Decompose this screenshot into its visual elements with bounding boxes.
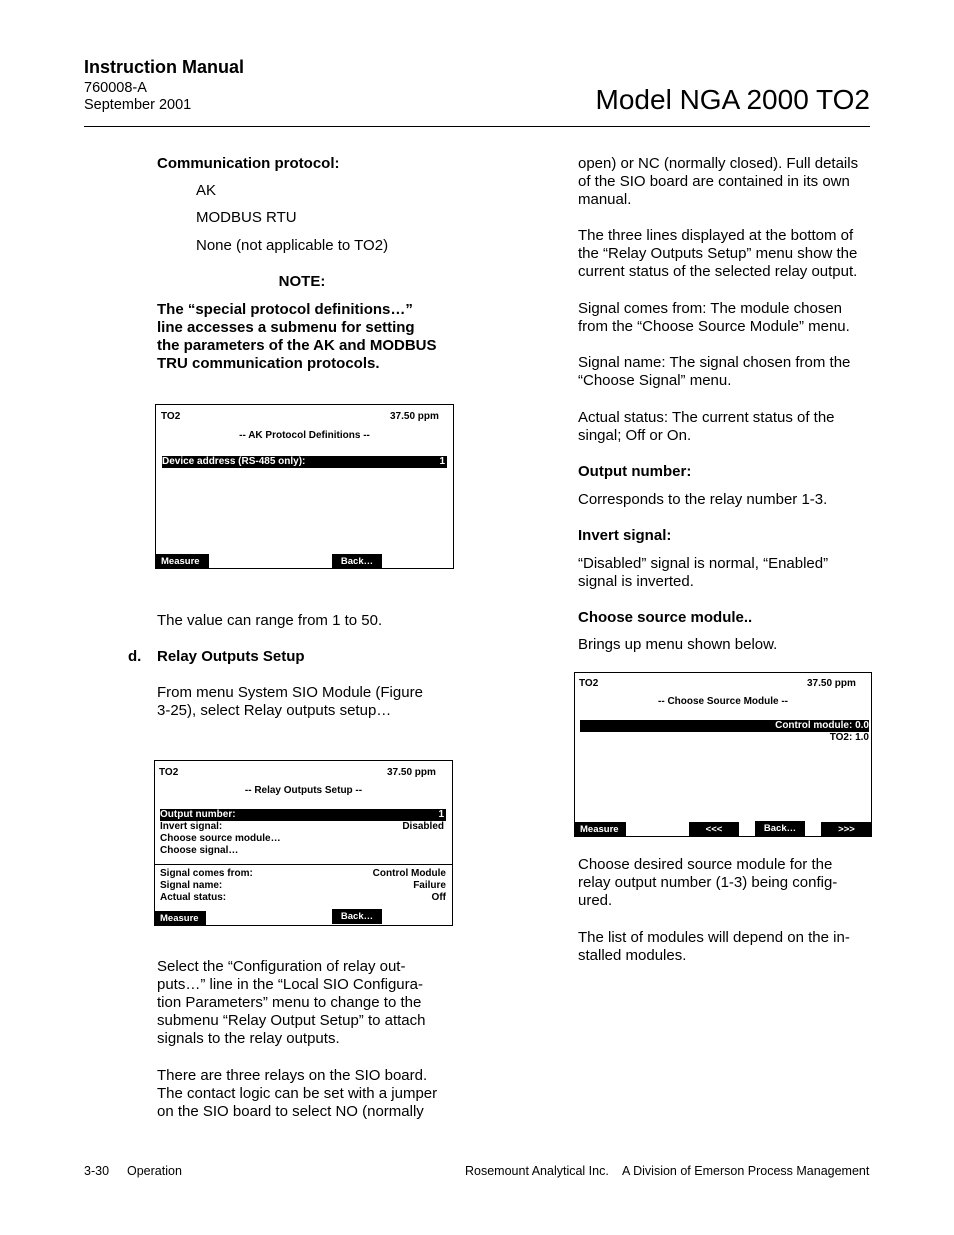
ak-protocol-screen: [155, 404, 454, 569]
control-module-row[interactable]: Control module: 0.0: [580, 720, 869, 732]
screen-tag: TO2: [161, 411, 181, 422]
choose-module-text: Choose desired source module for the relay output number (1-3) being config- ured.: [578, 856, 838, 909]
signal-from-status: Signal comes from: Control Module: [160, 868, 446, 879]
model-title: Model NGA 2000 TO2: [595, 84, 870, 115]
status-divider: [155, 864, 452, 865]
screen-tag: TO2: [159, 767, 179, 778]
invert-signal-text: “Disabled” signal is normal, “Enabled” signal is inverted.: [578, 555, 829, 590]
choose-source-text: Brings up menu shown below.: [578, 636, 778, 653]
note-text: The “special protocol definitions…” line accesses a submenu for setting the parameters of the AK and MODBUS TRU communication protocols.: [157, 301, 437, 372]
protocol-modbus: MODBUS RTU: [196, 209, 297, 226]
to2-module-row[interactable]: TO2: 1.0: [829, 732, 869, 743]
signal-comes-from-text: Signal comes from: The module chosen from the “Choose Source Module” menu.: [578, 300, 850, 335]
signal-name-text: Signal name: The signal chosen from the “Choose Signal” menu.: [578, 354, 851, 389]
screen-title: -- Relay Outputs Setup --: [244, 785, 363, 796]
footer-section: Operation: [127, 1164, 182, 1178]
device-address-value: 1: [439, 456, 445, 467]
back-button[interactable]: Back…: [755, 821, 805, 836]
sio-details-text: open) or NC (normally closed). Full details of the SIO board are contained in its own manual.: [578, 155, 859, 208]
section-title: Relay Outputs Setup: [157, 648, 305, 665]
comm-protocol-heading: Communication protocol:: [157, 155, 340, 172]
measure-button[interactable]: Measure: [575, 822, 626, 837]
signal-name-status: Signal name: Failure: [160, 880, 446, 891]
invert-signal-heading: Invert signal:: [578, 527, 672, 544]
footer-company: Rosemount Analytical Inc.: [465, 1164, 609, 1178]
select-config-text: Select the “Configuration of relay out- puts…” line in the “Local SIO Configura- tion Parameters” menu to change to the submenu “Relay Output Setup” to attach signals to the relay outputs.: [157, 958, 426, 1047]
prev-button[interactable]: <<<: [689, 822, 739, 837]
actual-status-text: Actual status: The current status of the singal; Off or On.: [578, 409, 835, 444]
choose-source-screen: [574, 672, 872, 837]
device-address-label: Device address (RS-485 only):: [162, 456, 306, 467]
range-text: The value can range from 1 to 50.: [157, 612, 383, 629]
choose-signal-row[interactable]: Choose signal…: [160, 845, 239, 856]
screen-title: -- Choose Source Module --: [658, 696, 788, 707]
intro-text: From menu System SIO Module (Figure 3-25), select Relay outputs setup…: [157, 684, 423, 719]
screen-reading: 37.50 ppm: [390, 411, 439, 422]
invert-signal-row[interactable]: Invert signal: Disabled: [160, 821, 444, 832]
output-number-text: Corresponds to the relay number 1-3.: [578, 491, 828, 508]
measure-button[interactable]: Measure: [156, 554, 209, 569]
output-number-heading: Output number:: [578, 463, 692, 480]
screen-title: -- AK Protocol Definitions --: [239, 430, 370, 441]
section-letter: d.: [128, 648, 142, 665]
choose-source-heading: Choose source module..: [578, 609, 753, 626]
screen-reading: 37.50 ppm: [387, 767, 436, 778]
measure-button[interactable]: Measure: [155, 911, 206, 926]
actual-status: Actual status: Off: [160, 892, 446, 903]
module-list-text: The list of modules will depend on the in- stalled modules.: [578, 929, 850, 964]
manual-title: Instruction Manual: [84, 57, 245, 77]
device-address-row[interactable]: [162, 456, 447, 468]
screen-tag: TO2: [579, 678, 599, 689]
relay-info-text: There are three relays on the SIO board. The contact logic can be set with a jumper on the SIO board to select NO (normally: [157, 1067, 438, 1120]
choose-source-row[interactable]: Choose source module…: [160, 833, 281, 844]
screen-reading: 37.50 ppm: [807, 678, 856, 689]
output-number-row[interactable]: Output number: 1: [160, 809, 444, 820]
back-button[interactable]: Back…: [332, 909, 382, 924]
page-number: 3-30: [84, 1164, 110, 1178]
note-title: NOTE:: [278, 273, 326, 290]
doc-date: September 2001: [84, 97, 192, 113]
doc-number: 760008-A: [84, 80, 147, 96]
relay-outputs-screen: [154, 760, 453, 926]
back-button[interactable]: Back…: [332, 554, 382, 569]
protocol-ak: AK: [196, 182, 217, 199]
next-button[interactable]: >>>: [821, 822, 872, 837]
header-rule: [84, 126, 870, 127]
footer-division: A Division of Emerson Process Management: [622, 1164, 870, 1178]
protocol-none: None (not applicable to TO2): [196, 237, 389, 254]
three-lines-text: The three lines displayed at the bottom of the “Relay Outputs Setup” menu show the current status of the selected relay output.: [578, 227, 858, 280]
